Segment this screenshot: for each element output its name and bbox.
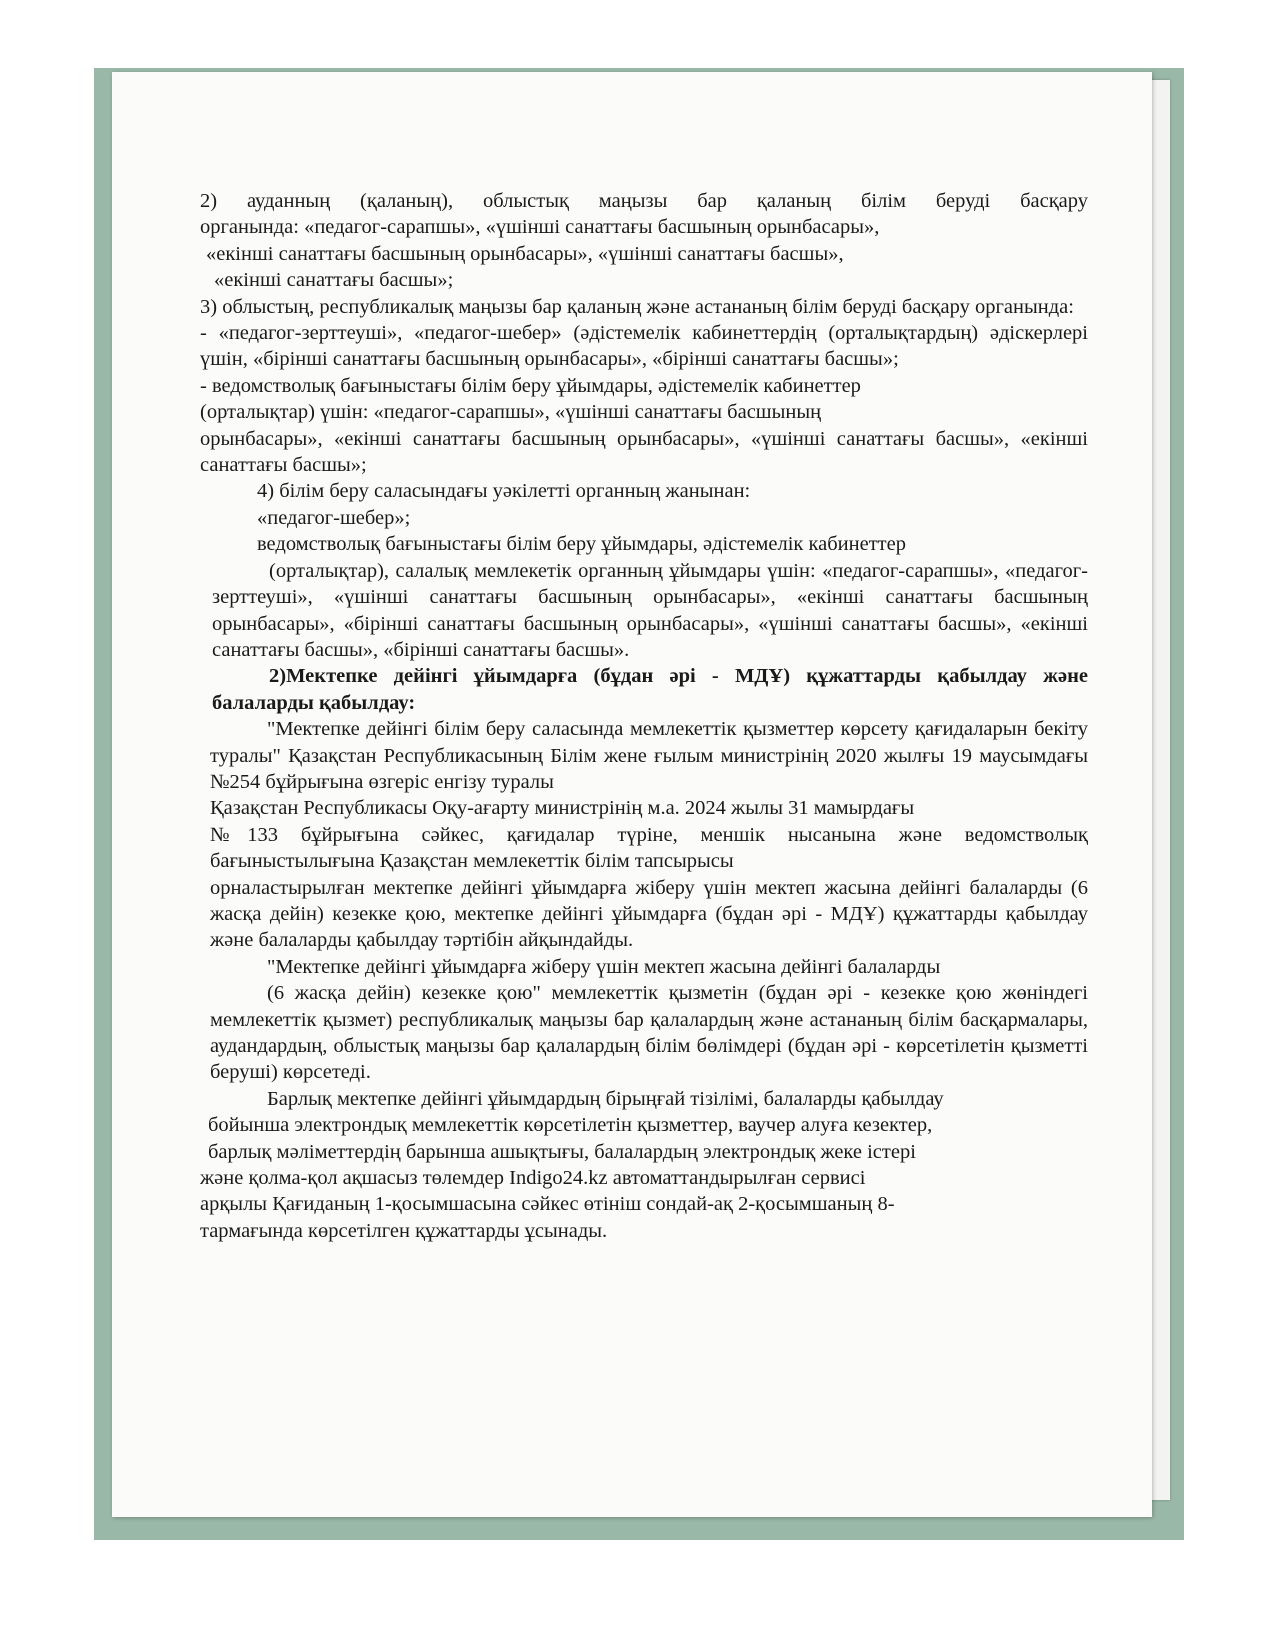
paragraph: 3) облыстың, республикалық маңызы бар қаланың және астананың білім беруді басқару органында: — [200, 295, 1074, 318]
paragraph: орынбасары», «екінші санаттағы басшының орынбасары», «үшінші санаттағы басшы», «екінші санаттағы басшы»; — [200, 427, 1088, 477]
document-body — [200, 188, 1088, 1244]
paragraph: (орталықтар) үшін: «педагог-сарапшы», «үшінші санаттағы басшының — [200, 401, 822, 424]
section-heading: 2)Мектепке дейінгі ұйымдарға (бұдан әрі - МДҰ) құжаттарды қабылдау және балаларды қабылдау: — [212, 665, 1088, 714]
paragraph: «педагог-шебер»; — [257, 506, 411, 529]
paragraph: "Мектепке дейінгі білім беру саласында мемлекеттік қызметтер көрсету қағидаларын бекіту туралы" Қазақстан Республикасының Білім жене ғылым министрінің 2020 жылғы 19 маусымдағы №254 бұйрығына өзгеріс енгізу туралы — [210, 718, 1088, 793]
document-page — [112, 72, 1152, 1517]
paragraph: ведомстволық бағыныстағы білім беру ұйымдары, әдістемелік кабинеттер — [257, 533, 906, 556]
paragraph: (6 жасқа дейін) кезекке қою" мемлекеттік қызметін (бұдан әрі - кезекке қою жөніндегі мемлекеттік қызмет) республикалық маңызы бар қалалардың және астананың білім басқармалары, аудандардың, облыстық маңызы бар қалалардың білім бөлімдері (бұдан әрі - көрсетілетін қызметті беруші) көрсетеді. — [210, 982, 1088, 1084]
paragraph: органында: «педагог-сарапшы», «үшінші санаттағы басшының орынбасары», — [200, 216, 880, 239]
paragraph: және қолма-қол ақшасыз төлемдер Indigo24.kz автоматтандырылған сервисі — [200, 1167, 866, 1190]
paragraph: барлық мәліметтердің барынша ашықтығы, балалардың электрондық жеке істері — [208, 1140, 916, 1163]
paragraph: - «педагог-зерттеуші», «педагог-шебер» (әдістемелік кабинеттердің (орталықтардың) әдіскерлері үшін, «бірінші санаттағы басшының орынбасары», «бірінші санаттағы басшы»; — [200, 322, 1088, 371]
paragraph: «екінші санаттағы басшы»; — [214, 269, 454, 292]
paragraph: «екінші санаттағы басшының орынбасары», «үшінші санаттағы басшы», — [206, 242, 844, 265]
paragraph: тармағында көрсетілген құжаттарды ұсынады. — [200, 1219, 608, 1242]
paragraph: Барлық мектепке дейінгі ұйымдардың бірыңғай тізілімі, балаларды қабылдау — [267, 1087, 944, 1110]
paragraph: орналастырылған мектепке дейінгі ұйымдарға жіберу үшін мектеп жасына дейінгі балаларды (6 жасқа дейін) кезекке қою, мектепке дейінгі ұйымдарға (бұдан әрі - МДҰ) құжаттарды қабылдау және балаларды қабылдау тәртібін айқындайды. — [210, 876, 1088, 952]
paragraph: Қазақстан Республикасы Оқу-ағарту министрінің м.а. 2024 жылы 31 мамырдағы — [210, 797, 915, 820]
paragraph: 4) білім беру саласындағы уәкілетті органның жанынан: — [257, 480, 751, 503]
paragraph: арқылы Қағиданың 1-қосымшасына сәйкес өтініш сондай-ақ 2-қосымшаның 8- — [200, 1193, 895, 1216]
paragraph: №133 бұйрығына сәйкес, қағидалар түріне, меншік нысанына және ведомстволық бағыныстылығына Қазақстан мемлекеттік білім тапсырысы — [210, 823, 1088, 873]
paragraph: "Мектепке дейінгі ұйымдарға жіберу үшін мектеп жасына дейінгі балаларды — [267, 955, 941, 978]
paragraph: (орталықтар), салалық мемлекетік органның ұйымдары үшін: «педагог-сарапшы», «педагог-зерттеуші», «үшінші санаттағы басшының орынбасары», «екінші санаттағы басшының орынбасары», «бірінші санаттағы басшының орынбасары», «үшінші санаттағы басшы», «екінші санаттағы басшы», «бірінші санаттағы басшы». — [212, 559, 1088, 661]
paragraph: - ведомстволық бағыныстағы білім беру ұйымдары, әдістемелік кабинеттер — [200, 374, 861, 397]
paragraph: бойынша электрондық мемлекеттік көрсетілетін қызметтер, ваучер алуға кезектер, — [208, 1114, 933, 1137]
paragraph: 2) ауданның (қаланың), облыстық маңызы бар қаланың білім беруді басқару — [200, 190, 1088, 212]
